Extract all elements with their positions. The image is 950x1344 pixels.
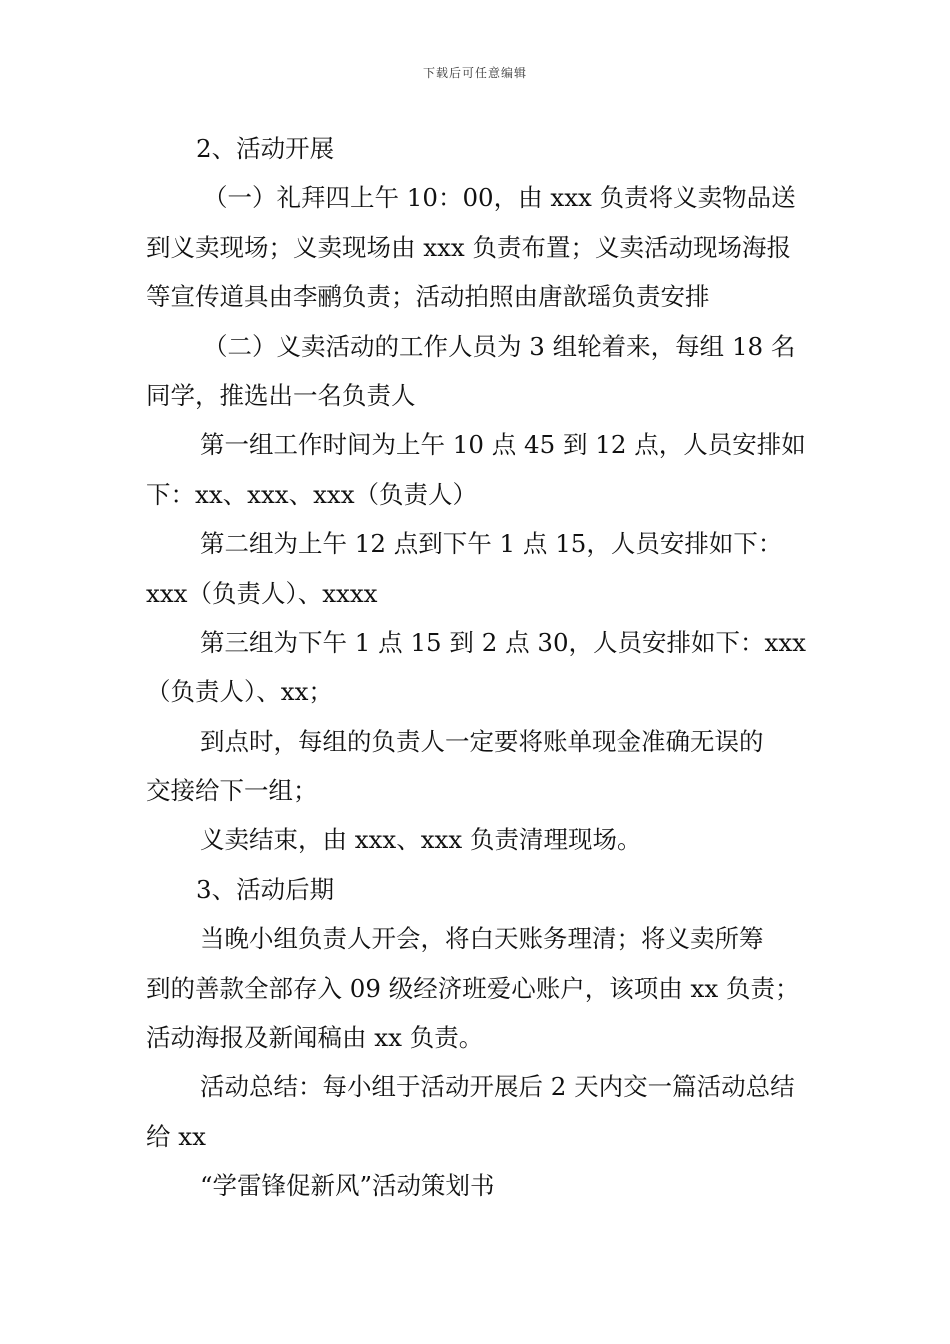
paragraph-line: 活动总结：每小组于活动开展后 2 天内交一篇活动总结: [200, 1072, 795, 1102]
paragraph-line: 交接给下一组；: [146, 776, 318, 806]
paragraph-line: 义卖结束，由 xxx、xxx 负责清理现场。: [200, 825, 642, 855]
paragraph-line: 等宣传道具由李鹂负责；活动拍照由唐歆瑶负责安排: [146, 282, 710, 312]
paragraph-line: 给 xx: [146, 1121, 206, 1151]
section-heading-activity-development: 2、活动开展: [196, 134, 335, 163]
paragraph-line: （负责人）、xx；: [146, 677, 333, 707]
paragraph-line: 到义卖现场；义卖现场由 xxx 负责布置；义卖活动现场海报: [146, 232, 792, 262]
paragraph-line: （二）义卖活动的工作人员为 3 组轮着来，每组 18 名: [203, 331, 796, 361]
paragraph-line: 第三组为下午 1 点 15 到 2 点 30，人员安排如下：xxx: [200, 627, 806, 657]
page-header: 下载后可任意编辑: [422, 66, 527, 80]
paragraph-line: 第二组为上午 12 点到下午 1 点 15，人员安排如下：: [200, 529, 783, 559]
paragraph-line: 同学，推选出一名负责人: [146, 380, 416, 410]
paragraph-line: 当晚小组负责人开会，将白天账务理清；将义卖所筹: [200, 924, 764, 954]
paragraph-line: （一）礼拜四上午 10：00，由 xxx 负责将义卖物品送: [203, 183, 796, 213]
paragraph-line: xxx（负责人）、xxxx: [146, 578, 378, 608]
document-title-line: “学雷锋促新风”活动策划书: [200, 1171, 495, 1201]
paragraph-line: 下：xx、xxx、xxx（负责人）: [146, 479, 478, 509]
paragraph-line: 到点时，每组的负责人一定要将账单现金准确无误的: [200, 726, 764, 756]
paragraph-line: 活动海报及新闻稿由 xx 负责。: [146, 1023, 484, 1053]
paragraph-line: 到的善款全部存入 09 级经济班爱心账户，该项由 xx 负责；: [146, 973, 800, 1003]
paragraph-line: 第一组工作时间为上午 10 点 45 到 12 点，人员安排如: [200, 430, 806, 460]
document-body: [146, 124, 806, 1211]
section-heading-activity-later: 3、活动后期: [196, 874, 335, 904]
